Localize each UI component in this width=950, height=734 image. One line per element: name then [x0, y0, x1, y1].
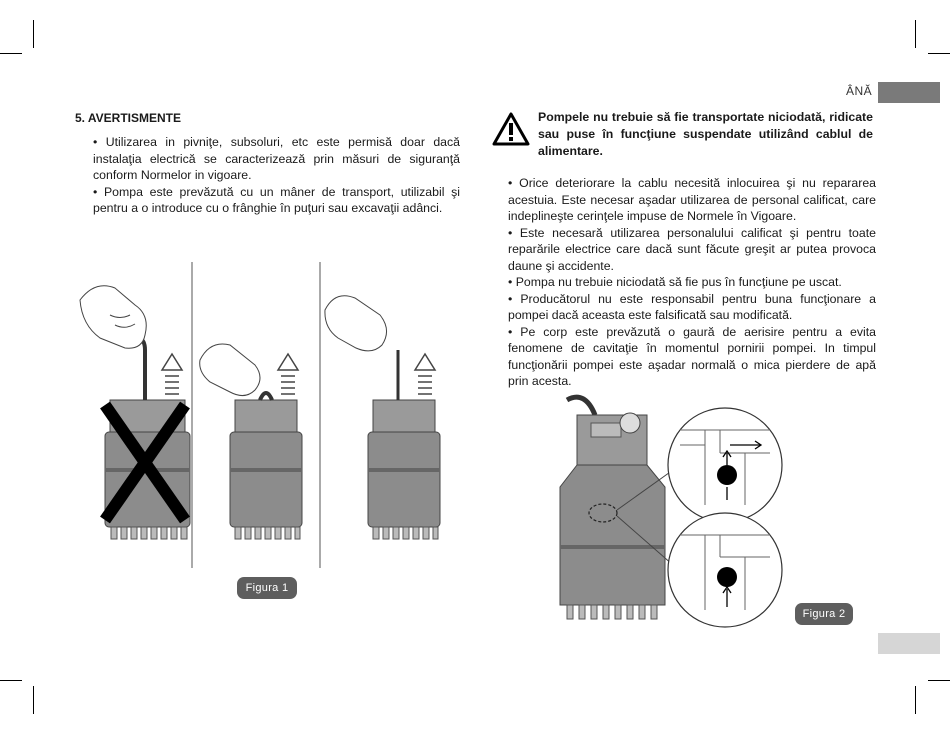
up-arrow-icon: [162, 354, 182, 394]
pump-handle-lift: [230, 393, 302, 539]
hand-icon: [200, 344, 260, 396]
crop-mark: [928, 680, 950, 681]
bullet-paragraph: • Producătorul nu este responsabil pentru buna funcţionare a pompei dacă aceasta este falsificată sau modificată.: [508, 291, 876, 322]
crop-mark: [928, 53, 950, 54]
crop-mark: [915, 20, 916, 48]
up-arrow-icon: [415, 354, 435, 394]
page-tab: [878, 633, 940, 654]
bullet-paragraph: • Pompa este prevăzută cu un mâner de transport, utilizabil şi pentru a o introduce cu o frânghie în puţuri sau excavaţii adânci.: [93, 184, 460, 215]
up-arrow-icon: [278, 354, 298, 394]
left-bullets: [93, 134, 460, 217]
pump-rope-lift: [368, 350, 440, 539]
figure-1-illustration: [70, 260, 450, 570]
crop-mark: [33, 20, 34, 48]
crop-mark: [0, 53, 22, 54]
crop-mark: [915, 686, 916, 714]
bullet-paragraph: • Orice deteriorare la cablu necesită inlocuirea şi nu repararea acestuia. Este necesar aşadar utilizarea de personal calificat, care indeplineşte cerinţele impuse de Normele în Vigoare.: [508, 176, 876, 223]
warning-text: Pompele nu trebuie să fie transportate niciodată, ridicate sau puse în funcţiune suspendate utilizând cablul de alimentare.: [538, 110, 873, 158]
figure-2-caption: Figura 2: [795, 603, 853, 625]
bullet-paragraph: • Utilizarea in pivniţe, subsoluri, etc este permisă doar dacă instalaţia electrică se caracterizează prin măsuri de siguranţă conform Normelor in vigoare.: [93, 135, 460, 182]
right-bullets: [508, 175, 876, 390]
hand-icon: [80, 286, 146, 349]
crop-mark: [0, 680, 22, 681]
bullet-paragraph: • Pompa nu trebuie niciodată să fie pus în funcţiune pe uscat.: [508, 275, 842, 289]
language-code: ÂNĂ: [846, 84, 873, 98]
hand-icon: [325, 296, 387, 351]
figure-2-illustration: [555, 395, 795, 635]
warning-icon: [492, 112, 530, 146]
language-tab: [878, 82, 940, 103]
crop-mark: [33, 686, 34, 714]
section-heading: 5. AVERTISMENTE: [75, 111, 182, 125]
bullet-paragraph: • Este necesară utilizarea personalului calificat şi pentru toate reparările electrice care dacă sunt făcute greşit ar putea provoca daune şi accidente.: [508, 225, 876, 273]
bullet-paragraph: • Pe corp este prevăzută o gaură de aerisire pentru a evita fenomene de cavitaţie în momentul pornirii pompei. In timpul funcţionării pompei este aşadar normală o mica pierdere de apă prin acesta.: [508, 324, 876, 388]
figure-1-caption: Figura 1: [237, 577, 297, 599]
